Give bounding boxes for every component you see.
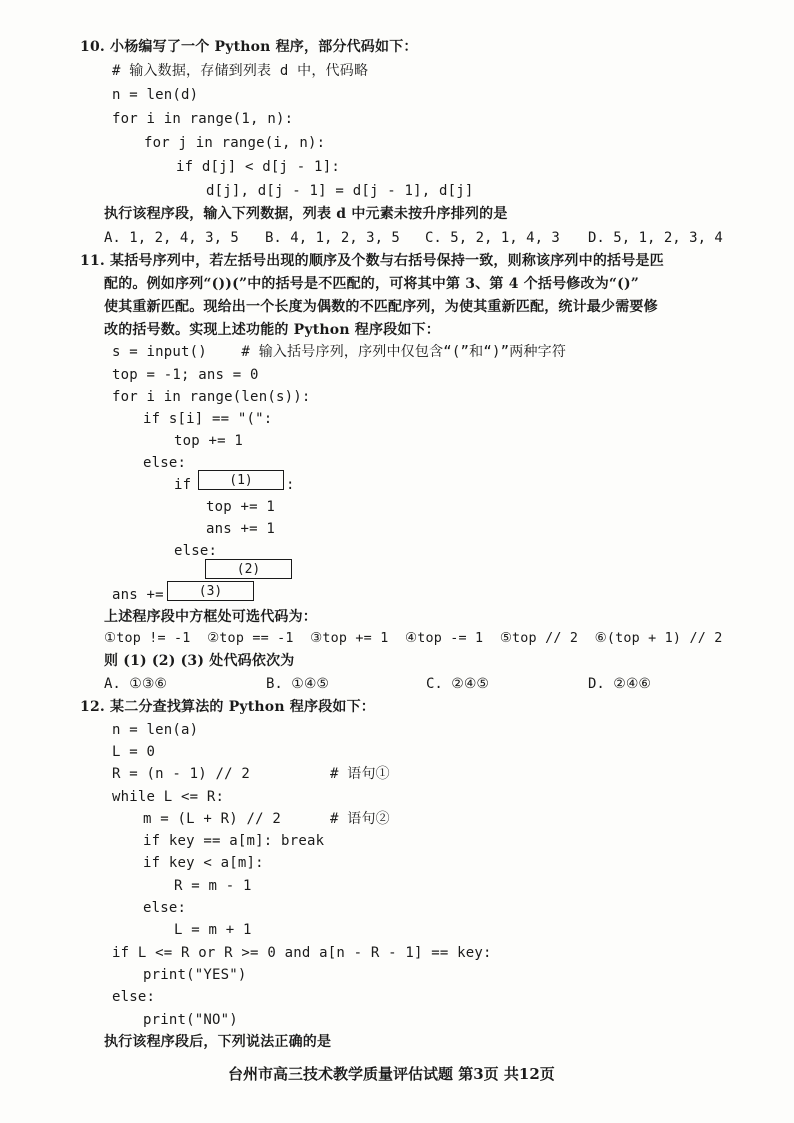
q11-choices: ①top != -1 ②top == -1 ③top += 1 ④top -= 1 ⑤top // 2 ⑥(top + 1) // 2 bbox=[104, 631, 723, 646]
q12-code-line-4: while L <= R: bbox=[112, 789, 225, 805]
q12-question: 执行该程序段后，下列说法正确的是 bbox=[104, 1034, 332, 1050]
q11-option-c: C. ②④⑤ bbox=[426, 676, 489, 692]
q11-option-b: B. ①④⑤ bbox=[266, 676, 329, 692]
q12-comment-2: # 语句② bbox=[330, 811, 390, 827]
q11-code-ans: ans += bbox=[112, 587, 164, 603]
q11-code-line-2: top = -1; ans = 0 bbox=[112, 367, 259, 383]
q10-stem: 10. 小杨编写了一个 Python 程序，部分代码如下： bbox=[80, 39, 418, 55]
q12-code-line-8: R = m - 1 bbox=[174, 878, 252, 894]
blank-label-1: (1) bbox=[229, 472, 253, 488]
q12-code-line-9: else: bbox=[143, 900, 187, 916]
q11-stem-line-4: 改的括号数。实现上述功能的 Python 程序段如下： bbox=[104, 322, 440, 338]
q11-code-line-10: else: bbox=[174, 543, 218, 559]
q10-option-b: B. 4, 1, 2, 3, 5 bbox=[265, 230, 400, 246]
q11-option-d: D. ②④⑥ bbox=[588, 676, 651, 692]
q10-code-line-2: n = len(d) bbox=[112, 87, 199, 103]
q11-code-line-4: if s[i] == "(": bbox=[143, 411, 273, 427]
q11-code-line-3: for i in range(len(s)): bbox=[112, 389, 311, 405]
q12-code-line-14: print("NO") bbox=[143, 1012, 238, 1028]
q11-stem-line-1: 11. 某括号序列中，若左括号出现的顺序及个数与右括号保持一致，则称该序列中的括号是匹 bbox=[80, 253, 664, 269]
q10-question: 执行该程序段，输入下列数据，列表 d 中元素未按升序排列的是 bbox=[104, 206, 508, 222]
q12-code-line-7: if key < a[m]: bbox=[143, 855, 264, 871]
q11-code-colon: : bbox=[286, 477, 295, 493]
blank-label-3: (3) bbox=[198, 583, 223, 599]
q11-code-line-6: else: bbox=[143, 455, 187, 471]
q11-code-line-8: top += 1 bbox=[206, 499, 276, 515]
q11-stem-line-3: 使其重新匹配。现给出一个长度为偶数的不匹配序列，为使其重新匹配，统计最少需要修 bbox=[104, 299, 658, 315]
q12-code-line-6: if key == a[m]: break bbox=[143, 833, 325, 849]
q12-code-line-11: if L <= R or R >= 0 and a[n - R - 1] == key: bbox=[112, 945, 492, 961]
q12-code-line-12: print("YES") bbox=[143, 967, 247, 983]
q10-option-d: D. 5, 1, 2, 3, 4 bbox=[588, 230, 723, 246]
blank-box-2 bbox=[205, 559, 292, 579]
q10-option-c: C. 5, 2, 1, 4, 3 bbox=[425, 230, 560, 246]
q11-code-line-9: ans += 1 bbox=[206, 521, 276, 537]
q12-stem: 12. 某二分查找算法的 Python 程序段如下： bbox=[80, 699, 376, 715]
q11-code-line-5: top += 1 bbox=[174, 433, 244, 449]
q12-comment-1: # 语句① bbox=[330, 766, 390, 782]
q10-code-line-4: for j in range(i, n): bbox=[144, 135, 326, 151]
q10-code-line-6: d[j], d[j - 1] = d[j - 1], d[j] bbox=[206, 183, 474, 199]
q10-code-line-1: # 输入数据，存储到列表 d 中，代码略 bbox=[112, 63, 369, 79]
q12-code-line-1: n = len(a) bbox=[112, 722, 199, 738]
q11-option-a: A. ①③⑥ bbox=[104, 676, 167, 692]
q12-code-line-3: R = (n - 1) // 2 bbox=[112, 766, 251, 782]
q10-code-line-5: if d[j] < d[j - 1]: bbox=[176, 159, 340, 175]
blank-box-1 bbox=[198, 470, 284, 490]
q10-code-line-3: for i in range(1, n): bbox=[112, 111, 294, 127]
q11-code-line-1: s = input() # 输入括号序列，序列中仅包含“(”和“)”两种字符 bbox=[112, 344, 567, 360]
q12-code-line-13: else: bbox=[112, 989, 156, 1005]
q11-code-if: if bbox=[174, 477, 192, 493]
q12-code-line-5: m = (L + R) // 2 bbox=[143, 811, 282, 827]
q11-stem-line-2: 配的。例如序列“())(”中的括号是不匹配的，可将其中第 3、第 4 个括号修改为“()” bbox=[104, 276, 640, 292]
q11-note: 上述程序段中方框处可选代码为： bbox=[104, 609, 317, 625]
q11-question: 则 (1) (2) (3) 处代码依次为 bbox=[104, 653, 295, 669]
q10-option-a: A. 1, 2, 4, 3, 5 bbox=[104, 230, 239, 246]
page-footer: 台州市高三技术教学质量评估试题 第3页 共12页 bbox=[228, 1065, 555, 1083]
q12-code-line-2: L = 0 bbox=[112, 744, 156, 760]
blank-box-3 bbox=[167, 581, 254, 601]
q12-code-line-10: L = m + 1 bbox=[174, 922, 252, 938]
blank-label-2: (2) bbox=[236, 561, 261, 577]
